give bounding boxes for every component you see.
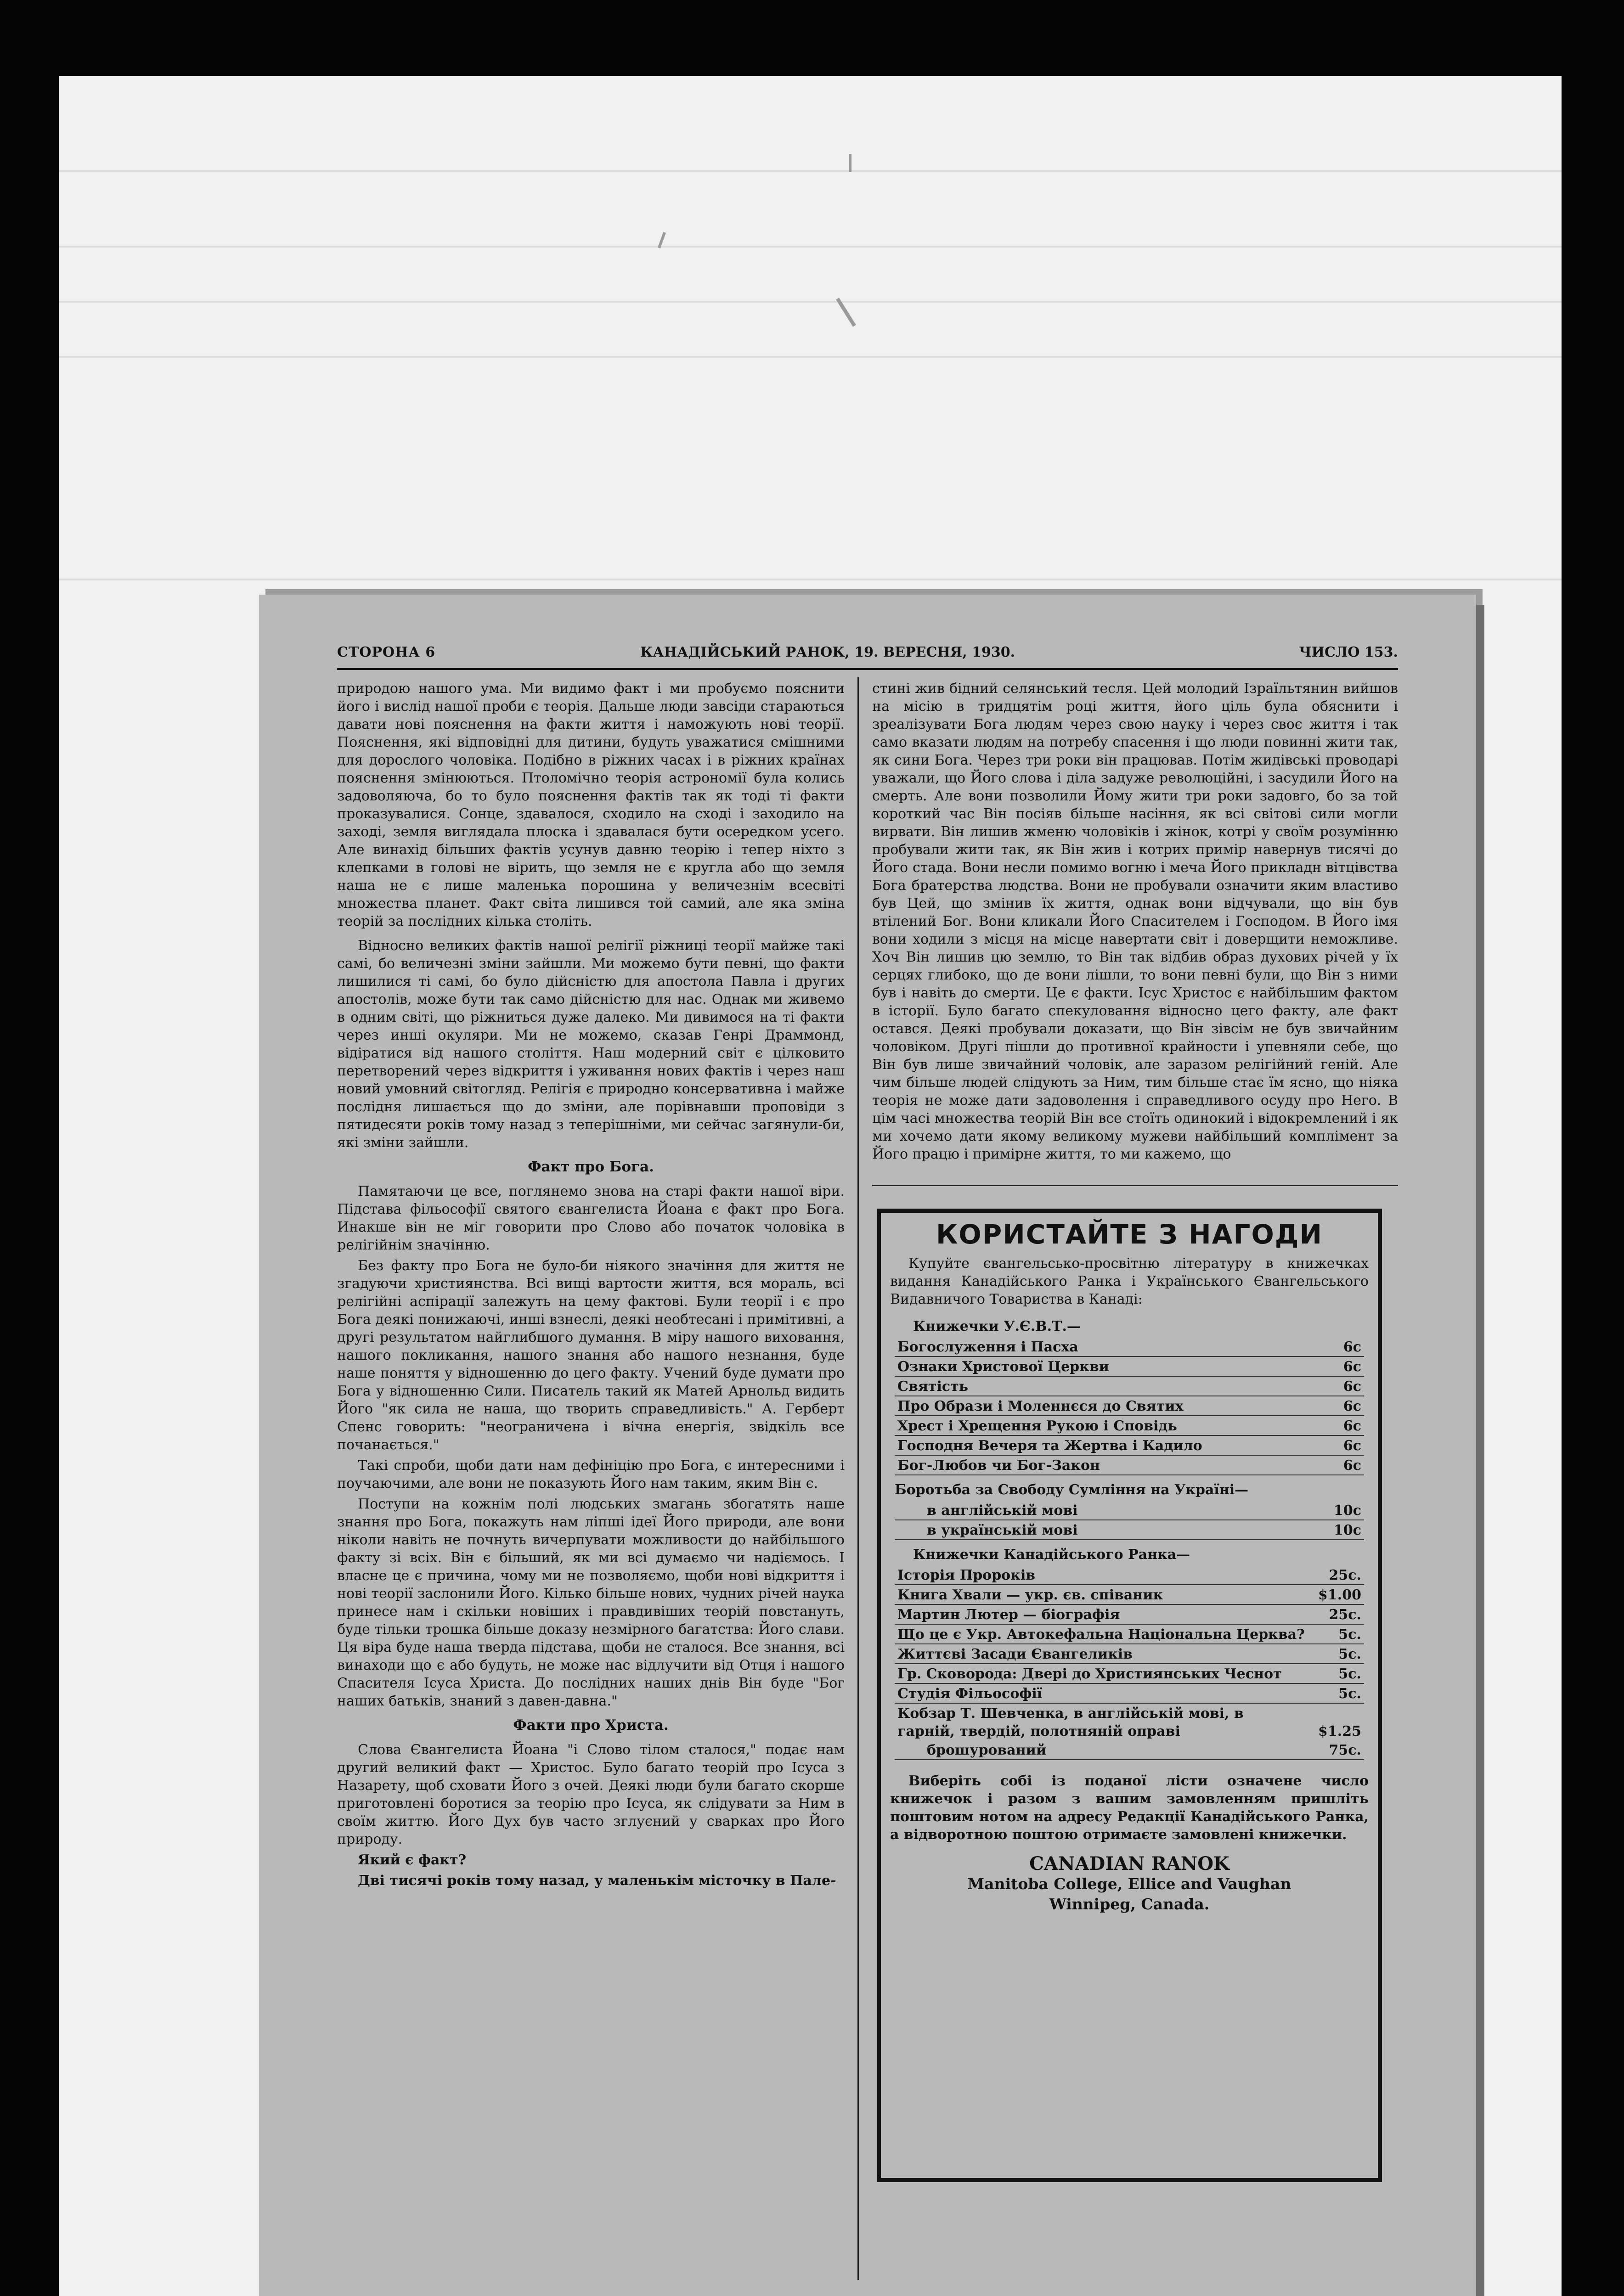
item-price: 5c. (1338, 1626, 1361, 1643)
item-name: Історія Пророків (897, 1567, 1036, 1583)
item-price: 6c (1343, 1458, 1361, 1474)
item-name: Про Образи і Моленнєся до Святих (897, 1398, 1184, 1414)
ad-address (885, 1854, 1373, 1914)
item-price: 6c (1343, 1398, 1361, 1414)
paragraph: Дві тисячі років тому назад, у маленькім місточку в Пале- (358, 1873, 836, 1889)
item-price: 6c (1343, 1379, 1361, 1395)
issue-number: ЧИСЛО 153. (1299, 644, 1398, 660)
ad-list-item (895, 1501, 1364, 1520)
ad-address-line: Manitoba College, Ellice and Vaughan (967, 1875, 1291, 1893)
ad-list-item (895, 1644, 1364, 1664)
ad-list-item (895, 1625, 1364, 1644)
film-line (59, 246, 1562, 248)
column-divider (857, 677, 859, 2280)
item-name: в англійській мові (927, 1503, 1078, 1519)
item-name: Книга Хвали — укр. єв. співаник (897, 1587, 1163, 1603)
item-name: Святість (897, 1379, 969, 1395)
item-price: 5c. (1338, 1686, 1361, 1702)
article-column-right (872, 680, 1398, 1166)
item-price: 5c. (1338, 1646, 1361, 1662)
item-price: 25c. (1329, 1607, 1361, 1623)
paragraph: Слова Євангелиста Йоана "і Слово тілом сталося," подає нам другий великий факт — Христос. Було багато теорій про Ісуса з Назарету, щоб сховати Його з очей. Деякі люди були багато скорше приготовлені боротися за теорію про Ісуса, як слідувати за Ним в своїм життю. Його Дух був часто зглуєний у сварках про Його природу. (337, 1742, 845, 1847)
item-name: Бог-Любов чи Бог-Закон (897, 1458, 1100, 1474)
item-price: $1.25 (1318, 1723, 1361, 1739)
article-end-rule (872, 1185, 1398, 1186)
item-price: 10c (1333, 1503, 1361, 1519)
ad-list-item (895, 1684, 1364, 1704)
item-name: Життєві Засади Євангеликів (897, 1646, 1133, 1662)
item-price: 6c (1343, 1418, 1361, 1434)
item-price: 10c (1333, 1522, 1361, 1538)
item-name: Кобзар Т. Шевченка, в англійській мові, в гарній, твердій, полотняній оправі (897, 1705, 1244, 1739)
item-price: 6c (1343, 1359, 1361, 1375)
item-price: 6c (1343, 1438, 1361, 1454)
ad-list-item (895, 1337, 1364, 1357)
item-name: Студія Фільософії (897, 1686, 1043, 1702)
ad-group-heading: Боротьба за Свободу Сумління на Україні— (895, 1482, 1249, 1498)
item-name: Гр. Сковорода: Двері до Християнських Чеснот (897, 1666, 1282, 1682)
ad-list-item (895, 1740, 1364, 1760)
film-line (59, 579, 1562, 580)
paragraph: Памятаючи це все, поглянемо знова на старі факти нашої віри. Підстава фільософії святого євангелиста Йоана є факт про Бога. Инакше він не міг говорити про Слово або початок чоловіка в релігійнім значінню. (337, 1183, 845, 1253)
newspaper-page (259, 595, 1476, 2296)
item-name: в українській мові (927, 1522, 1078, 1538)
ad-list-item (895, 1565, 1364, 1585)
ad-title: КОРИСТАЙТЕ З НАГОДИ (936, 1219, 1323, 1250)
paragraph: Без факту про Бога не було-би ніякого значіння для життя не згадуючи християнства. Всі вищі вартости життя, вся мораль, всі релігійні аспірації залежуть на цему фактові. Були теорії і є про Бога деякі понижаючі, инші взнеслі, деякі необтесані і примітивні, а другі результатом найглибшого думання. В міру нашого виховання, нашого покликання, нашого знання або нашого незнання, буде наше поняття у відношенню до цего факту. Учений буде думати про Бога у відношенню Сили. Писатель такий як Матей Арнольд видить Його "як сила не наша, що творить справедливість." А. Герберт Спенс говорить: "неограничена і вічна енергія, звідкіль все почанається." (337, 1258, 845, 1453)
masthead: КАНАДІЙСЬКИЙ РАНОК, 19. ВЕРЕСНЯ, 1930. (640, 644, 1015, 660)
ad-note: Виберіть собі із поданої лісти означене число книжечок і разом з вашим замовленням пришліть поштовим нотом на адресу Редакції Канадійського Ранка, а відворотною поштою отримаєте замовлені книжечки. (890, 1773, 1369, 1843)
ad-list-item (895, 1416, 1364, 1436)
ad-group-heading: Книжечки У.Є.В.Т.— (913, 1318, 1081, 1334)
ad-list-item (895, 1664, 1364, 1684)
item-name: Богослуження і Пасха (897, 1339, 1078, 1355)
ad-list-item (895, 1704, 1364, 1740)
page-number: СТОРОНА 6 (337, 644, 436, 660)
item-price: $1.00 (1318, 1587, 1361, 1603)
item-name: Мартин Лютер — біографія (897, 1607, 1120, 1623)
ad-intro: Купуйте євангельсько-просвітню літературу в книжечках видання Канадійського Ранка і Українського Євангельського Видавничого Товариства в Канаді: (890, 1255, 1369, 1307)
section-heading: Факт про Бога. (528, 1159, 654, 1175)
ad-list-item (895, 1456, 1364, 1475)
film-line (59, 356, 1562, 358)
section-heading: Факти про Христа. (513, 1717, 669, 1733)
ad-list-item (895, 1377, 1364, 1396)
film-scratch (849, 154, 851, 172)
ad-group-heading: Книжечки Канадійського Ранка— (913, 1547, 1190, 1563)
paragraph: природою нашого ума. Ми видимо факт і ми пробуємо пояснити його і вислід нашої проби є теорія. Дальше люди завсіди стараються давати нові пояснення на факти життя і наможують нові теорії. Пояснення, які відповідні для дитини, будуть уважатися смішними для дорослого чоловіка. Подібно в ріжних часах і в ріжних країнах пояснення змінюються. Птоломічно теорія астрономії була колись задоволяюча, бо то було пояснення фактів так як тоді ті факти проказувалися. Сонце, здавалося, сходило на сході і заходило на заході, земля виглядала плоска і здавалася бути осередком усего. Але винахід більших фактів усунув давню теорію і тепер ніхто з клепками в голові не вірить, що земля не є кругла або що земля наша не є лише маленька порошина у величезнім всесвіті множества планет. Факт світа лишився той самий, але яка зміна теорій за послідних кілька століть. (337, 681, 845, 929)
ad-address-line: Winnipeg, Canada. (1049, 1895, 1210, 1913)
ad-list-item (895, 1605, 1364, 1625)
item-price: 75c. (1329, 1742, 1361, 1758)
paragraph: Відносно великих фактів нашої релігії ріжниці теорії майже такі самі, бо величезні зміни зайшли. Ми можемо бути певні, що факти лишилися ті самі, бо було дійсністю для апостола Павла і других апостолів, може бути так само дійсністю для нас. Однак ми живемо в одним світі, що ріжниться дуже далеко. Ми дивимося на ті факти через инші окуляри. Ми не можемо, сказав Генрі Драммонд, відіратися від нашого століття. Наш модерний світ є цілковито перетворений через відкриття і уживання нових фактів і через наш новий умовний світогляд. Релігія є природно консервативна і майже послідня лишається що до зміни, але порівнавши проповіди з пятидесяти років тому назад з теперішніми, ми сейчас загянули-би, які зміни зайшли. (337, 938, 845, 1151)
advertisement-box (877, 1209, 1382, 2182)
paragraph: Такі спроби, щоби дати нам дефініцію про Бога, є интересними і поучаючими, але вони не показують Його нам таким, яким Він є. (337, 1458, 845, 1491)
item-name: брошурований (927, 1742, 1047, 1758)
film-line (59, 301, 1562, 303)
ad-list-item (895, 1436, 1364, 1456)
item-name: Хрест і Хрещення Рукою і Сповідь (897, 1418, 1177, 1434)
item-name: Господня Вечеря та Жертва і Кадило (897, 1438, 1202, 1454)
ad-list-item (895, 1357, 1364, 1377)
item-name: Що це є Укр. Автокефальна Національна Церква? (897, 1626, 1305, 1643)
film-line (59, 170, 1562, 172)
paragraph: стині жив бідний селянський тесля. Цей молодий Ізраїльтянин вийшов на місію в тридцятім році життя, його ціль була обяснити і зреалізувати Бога людям через свою науку і через своє життя і так само вказати людям на потребу спасення і що люди повинні жити так, як сини Бога. Через три роки він працював. Потім жидівські проводарі уважали, що Його слова і діла задуже революційні, і засудили Його на смерть. Але вони позволили Йому жити три роки задовго, бо за той короткий час Він посіяв більше насіння, як всі світові сили могли вирвати. Він лишив жменю чоловіків і жінок, котрі у своїм розумінню пробували жити так, як Він жив і котрих приміp навернув тисячі до Його стада. Вони несли помимо вогню і меча Його прикладн вітцівства Бога братерства людства. Вони не пробували означити яким властиво був Цей, що змінив їх життя, однак вони відчували, що він був втілений Бог. Вони кликали Його Спасителем і Господом. В Його імя вони ходили з місця на місце навертати світ і доверщити неможливе. Хоч Він лишив цю землю, то Він так відбив образ духових річей у їх серцях глибоко, що де вони лішли, то вони певні були, що Він з ними був і навіть до смерти. Це є факти. Ісус Христос є найбільшим фактом в історії. Було багато спекуловання відносно цего факту, але факт остався. Деякі пробували доказати, що Він зівсім не був звичайним чоловіком. Другі пішли до противної крайности і упевняли себе, що Він був лише звичайний чоловік, але заразом релігійний геній. Але чим більше людей слідують за Ним, тим більше стає їм ясно, що ніяка теорія не може дати задоволення і справедливого осуду про Него. В цім часі множества теорій Він все стоїть одинокий і відокремлений і як ми хочемо дати якому великому мужеви найбільший комплімент за Його працю і приміpне життя, то ми кажемо, що (872, 681, 1398, 1162)
microfilm-frame (59, 76, 1562, 2296)
ad-list-item (895, 1585, 1364, 1605)
item-name: Ознаки Христової Церкви (897, 1359, 1109, 1375)
ad-list-item (895, 1396, 1364, 1416)
article-column-left (337, 680, 845, 1892)
item-price: 6c (1343, 1339, 1361, 1355)
paragraph: Поступи на кожнім полі людських змагань збогатять наше знання про Бога, покажуть нам ліпші ідеї Його природи, але вони ніколи навіть не почнуть вичерпувати можливости до найбільшого факту зі всіх. Він є більший, як ми всі думаємо чи надіємось. І власне це є причина, чому ми не позволяємо, щоби нові відкриття і нові теорії заслонили Його. Кілько більше нових, чудних річей наука принесе нам і скільки новіших і правдивіших теорій повстануть, буде тільки трошка більше доказу незмірного багатства: Його слави. Ця віра буде наша тверда підстава, щоби не сталося. Все знання, всі винаходи що є або будуть, не може нас відлучити від Отця і нашого Спасителя Ісуса Христа. До послідних наших днів Він буде "Бог наших батьків, знаний з давен-давна." (337, 1496, 845, 1709)
paragraph: Який є факт? (358, 1852, 467, 1868)
ad-list-item (895, 1520, 1364, 1540)
item-price: 25c. (1329, 1567, 1361, 1583)
page-header (337, 636, 1398, 670)
ad-publisher: CANADIAN RANOK (1029, 1853, 1229, 1874)
item-price: 5c. (1338, 1666, 1361, 1682)
